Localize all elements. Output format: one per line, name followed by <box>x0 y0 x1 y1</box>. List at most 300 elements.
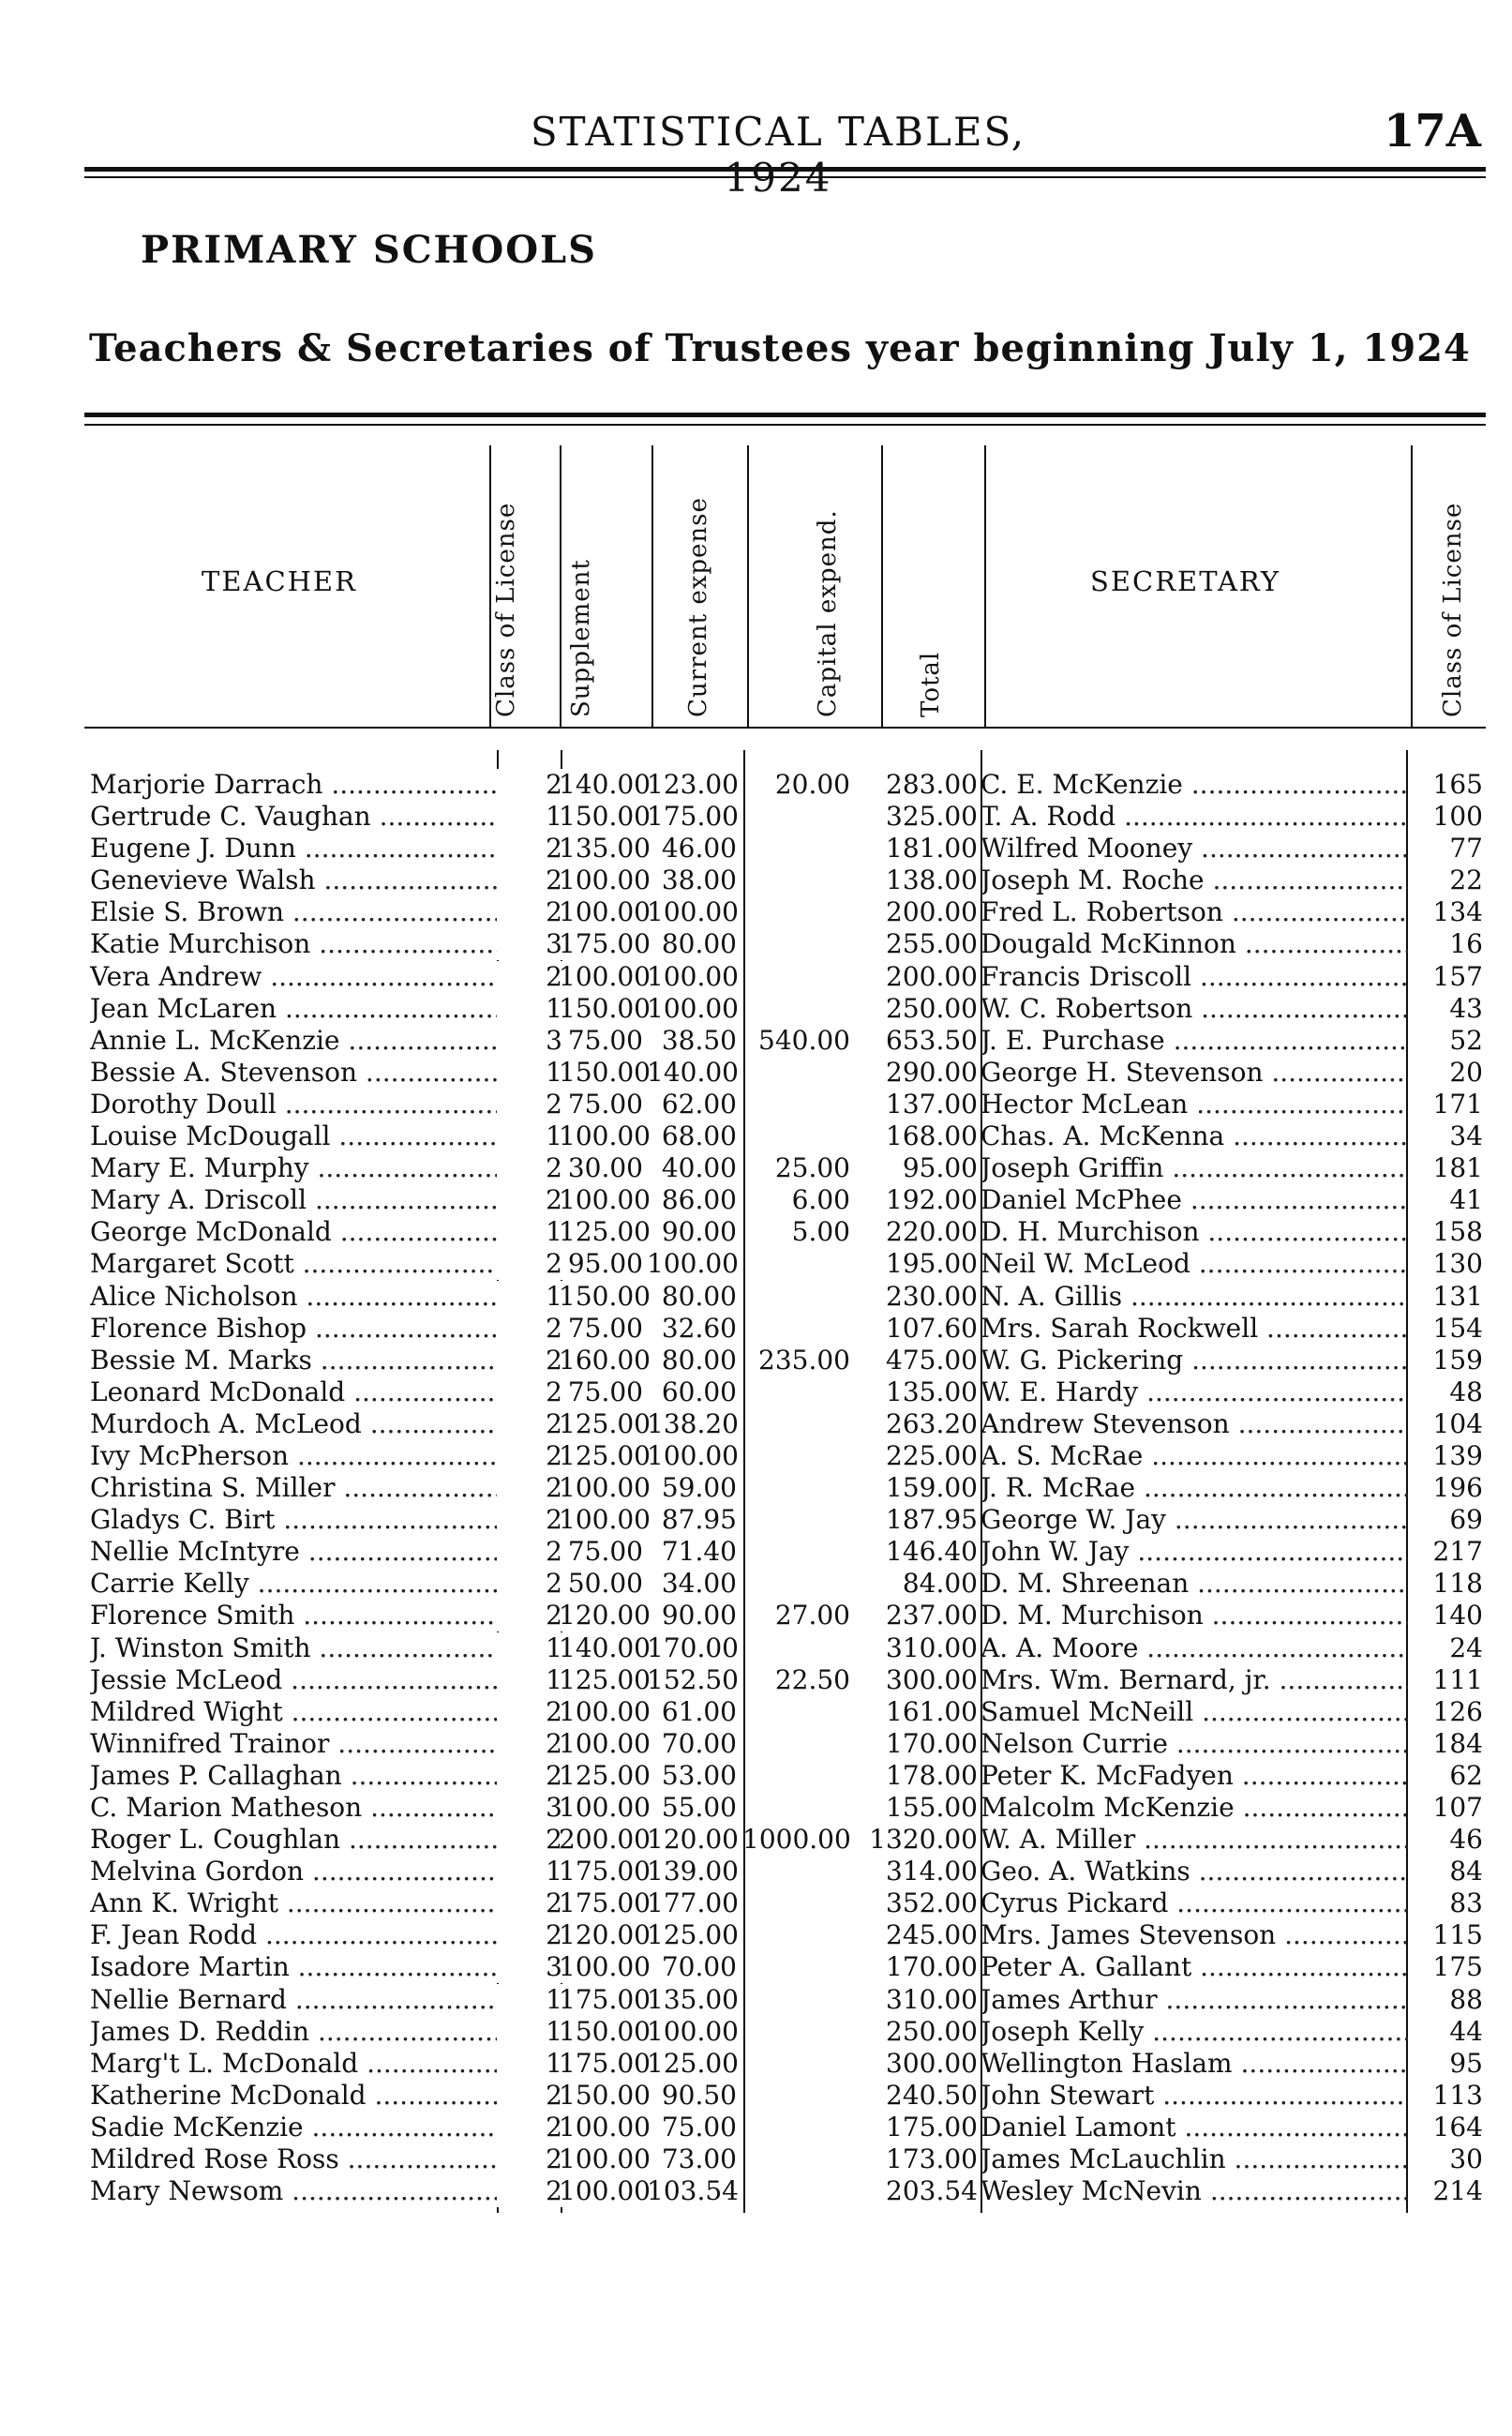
secretary-name: Wesley McNevin ..... <box>981 2175 1477 2207</box>
secretary-name: George W. Jay ..... <box>981 1504 1477 1536</box>
table-body <box>84 769 1490 2207</box>
column-header-capital-expend: Capital expend. <box>814 509 842 717</box>
secretary-class-of-license: 181 <box>1408 1152 1483 1184</box>
current-expense-value: 70.00 <box>661 1727 737 1759</box>
supplement-value: 120.00 <box>559 1919 651 1951</box>
secretary-class-of-license: 69 <box>1408 1504 1483 1536</box>
current-expense-value: 125.00 <box>647 2047 739 2079</box>
current-expense-value: 71.40 <box>661 1536 737 1568</box>
table-row <box>84 1313 1490 1345</box>
total-value: 325.00 <box>886 801 978 833</box>
current-expense-value: 120.00 <box>647 1824 739 1856</box>
current-expense-value: 135.00 <box>647 1983 739 2015</box>
table-row <box>84 2080 1490 2112</box>
current-expense-value: 55.00 <box>661 1792 737 1823</box>
secretary-class-of-license: 41 <box>1408 1184 1483 1216</box>
teacher-class-of-license: 2 <box>497 1472 562 1504</box>
teacher-name: Bessie M. Marks ..... <box>90 1345 531 1376</box>
current-expense-value: 53.00 <box>661 1759 737 1791</box>
current-expense-value: 73.00 <box>661 2143 737 2175</box>
total-value: 250.00 <box>886 992 978 1024</box>
column-rule <box>651 445 653 729</box>
current-expense-value: 177.00 <box>647 1887 739 1919</box>
total-value: 135.00 <box>886 1376 978 1407</box>
table-row <box>84 1216 1490 1248</box>
current-expense-value: 100.00 <box>647 896 739 928</box>
teacher-class-of-license: 1 <box>497 1281 562 1313</box>
table-row <box>84 1120 1490 1152</box>
secretary-class-of-license: 158 <box>1408 1216 1483 1248</box>
total-value: 290.00 <box>886 1056 978 1088</box>
supplement-value: 125.00 <box>559 1439 651 1471</box>
teacher-class-of-license: 2 <box>497 1696 562 1728</box>
teacher-name: Margaret Scott ..... <box>90 1248 531 1280</box>
total-value: 170.00 <box>886 1951 978 1983</box>
capital-expend-value: 27.00 <box>774 1600 850 1632</box>
total-value: 175.00 <box>886 2111 978 2143</box>
teacher-name: Mildred Rose Ross ..... <box>90 2143 531 2175</box>
teacher-class-of-license: 2 <box>497 865 562 896</box>
secretary-name: N. A. Gillis ..... <box>981 1281 1477 1313</box>
secretary-class-of-license: 171 <box>1408 1089 1483 1120</box>
current-expense-value: 175.00 <box>647 801 739 833</box>
column-header-teacher: TEACHER <box>202 565 357 597</box>
current-expense-value: 38.00 <box>661 865 737 896</box>
table-row <box>84 1408 1490 1440</box>
current-expense-value: 80.00 <box>661 1280 737 1312</box>
table-row <box>84 1792 1490 1824</box>
secretary-name: Joseph M. Roche ..... <box>981 865 1477 896</box>
secretary-name: Joseph Griffin ..... <box>981 1152 1477 1184</box>
column-header-supplement: Supplement <box>567 559 595 717</box>
secretary-class-of-license: 113 <box>1408 2080 1483 2112</box>
secretary-name: T. A. Rodd ..... <box>981 801 1477 833</box>
secretary-class-of-license: 159 <box>1408 1345 1483 1376</box>
current-expense-value: 59.00 <box>661 1472 737 1504</box>
secretary-class-of-license: 88 <box>1408 1984 1483 2016</box>
secretary-name: Neil W. McLeod ..... <box>981 1248 1477 1280</box>
current-expense-value: 38.50 <box>661 1024 737 1056</box>
supplement-value: 30.00 <box>567 1152 643 1184</box>
table-row <box>84 2143 1490 2175</box>
teacher-class-of-license: 1 <box>497 1120 562 1152</box>
total-value: 181.00 <box>886 833 978 865</box>
secretary-name: Fred L. Robertson ..... <box>981 896 1477 928</box>
current-expense-value: 100.00 <box>647 1439 739 1471</box>
secretary-class-of-license: 83 <box>1408 1887 1483 1919</box>
teacher-class-of-license: 2 <box>497 1313 562 1345</box>
page-number: 17A <box>1383 105 1481 158</box>
teacher-name: C. Marion Matheson ..... <box>90 1792 531 1824</box>
capital-expend-value: 235.00 <box>758 1344 850 1376</box>
supplement-value: 100.00 <box>559 2175 651 2207</box>
secretary-name: Joseph Kelly ..... <box>981 2016 1477 2048</box>
secretary-class-of-license: 48 <box>1408 1376 1483 1408</box>
secretary-name: James Arthur ..... <box>981 1984 1477 2016</box>
table-row <box>84 865 1490 896</box>
supplement-value: 100.00 <box>559 896 651 928</box>
supplement-value: 100.00 <box>559 1184 651 1216</box>
table-row <box>84 1824 1490 1856</box>
secretary-class-of-license: 20 <box>1408 1057 1483 1089</box>
header-bottom-rule <box>84 727 1486 729</box>
column-rule <box>881 445 883 729</box>
current-expense-value: 80.00 <box>661 928 737 960</box>
total-value: 138.00 <box>886 865 978 896</box>
teacher-name: Vera Andrew ..... <box>90 961 531 993</box>
total-value: 170.00 <box>886 1727 978 1759</box>
teacher-name: Nellie McIntyre ..... <box>90 1536 531 1568</box>
table-row <box>84 1376 1490 1408</box>
secretary-name: Hector McLean ..... <box>981 1089 1477 1120</box>
column-header-current-expense: Current expense <box>684 497 712 717</box>
secretary-class-of-license: 196 <box>1408 1472 1483 1504</box>
column-rule <box>984 445 986 729</box>
teacher-name: Alice Nicholson ..... <box>90 1281 531 1313</box>
teacher-class-of-license: 2 <box>497 1760 562 1792</box>
secretary-class-of-license: 140 <box>1408 1600 1483 1632</box>
secretary-name: John W. Jay ..... <box>981 1536 1477 1568</box>
teacher-name: F. Jean Rodd ..... <box>90 1919 531 1951</box>
table-row <box>84 1984 1490 2016</box>
total-value: 173.00 <box>886 2143 978 2175</box>
teacher-class-of-license: 2 <box>497 833 562 865</box>
current-expense-value: 100.00 <box>647 1248 739 1280</box>
supplement-value: 175.00 <box>559 1856 651 1887</box>
table-row <box>84 769 1490 801</box>
secretary-class-of-license: 43 <box>1408 993 1483 1025</box>
secretary-class-of-license: 30 <box>1408 2143 1483 2175</box>
capital-expend-value: 540.00 <box>758 1024 850 1056</box>
secretary-class-of-license: 165 <box>1408 769 1483 801</box>
supplement-value: 50.00 <box>567 1568 643 1600</box>
secretary-class-of-license: 214 <box>1408 2175 1483 2207</box>
total-value: 220.00 <box>886 1216 978 1248</box>
teacher-class-of-license: 2 <box>497 2112 562 2143</box>
supplement-value: 140.00 <box>559 1632 651 1663</box>
secretary-name: A. A. Moore ..... <box>981 1632 1477 1664</box>
secretary-class-of-license: 107 <box>1408 1792 1483 1824</box>
capital-expend-value: 6.00 <box>791 1184 850 1216</box>
supplement-value: 175.00 <box>559 1983 651 2015</box>
teacher-name: Florence Bishop ..... <box>90 1313 531 1345</box>
teacher-class-of-license: 2 <box>497 1504 562 1536</box>
total-value: 283.00 <box>886 769 978 800</box>
secretary-class-of-license: 24 <box>1408 1632 1483 1664</box>
secretary-name: Peter K. McFadyen ..... <box>981 1760 1477 1792</box>
teacher-class-of-license: 2 <box>497 1345 562 1376</box>
teacher-class-of-license: 2 <box>497 2080 562 2112</box>
secretary-name: Nelson Currie ..... <box>981 1728 1477 1760</box>
secretary-name: James McLauchlin ..... <box>981 2143 1477 2175</box>
teacher-name: Carrie Kelly ..... <box>90 1568 531 1600</box>
column-header-total: Total <box>917 651 945 717</box>
secretary-name: John Stewart ..... <box>981 2080 1477 2112</box>
supplement-value: 200.00 <box>559 1824 651 1856</box>
secretary-class-of-license: 100 <box>1408 801 1483 833</box>
secretary-class-of-license: 104 <box>1408 1408 1483 1440</box>
current-expense-value: 100.00 <box>647 2015 739 2047</box>
table-row <box>84 2048 1490 2080</box>
total-value: 195.00 <box>886 1248 978 1280</box>
capital-expend-value: 25.00 <box>774 1152 850 1184</box>
column-header-class-of-license: Class of License <box>492 502 520 717</box>
teacher-name: Florence Smith ..... <box>90 1600 531 1632</box>
teacher-name: Jean McLaren ..... <box>90 993 531 1025</box>
secretary-class-of-license: 84 <box>1408 1856 1483 1887</box>
total-value: 310.00 <box>886 1983 978 2015</box>
teacher-name: Melvina Gordon ..... <box>90 1856 531 1887</box>
teacher-name: J. Winston Smith ..... <box>90 1632 531 1664</box>
total-value: 1320.00 <box>869 1824 978 1856</box>
total-value: 230.00 <box>886 1280 978 1312</box>
teacher-name: Ivy McPherson ..... <box>90 1440 531 1472</box>
teacher-name: Leonard McDonald ..... <box>90 1376 531 1408</box>
total-value: 107.60 <box>886 1312 978 1344</box>
table-row <box>84 961 1490 993</box>
teacher-name: Mildred Wight ..... <box>90 1696 531 1728</box>
current-expense-value: 103.54 <box>647 2175 739 2207</box>
teacher-name: Mary E. Murphy ..... <box>90 1152 531 1184</box>
total-value: 653.50 <box>886 1024 978 1056</box>
total-value: 187.95 <box>886 1504 978 1536</box>
secretary-class-of-license: 44 <box>1408 2016 1483 2048</box>
total-value: 200.00 <box>886 896 978 928</box>
supplement-value: 100.00 <box>559 1695 651 1727</box>
current-expense-value: 60.00 <box>661 1376 737 1407</box>
secretary-name: Malcolm McKenzie ..... <box>981 1792 1477 1824</box>
secretary-class-of-license: 34 <box>1408 1120 1483 1152</box>
secretary-class-of-license: 118 <box>1408 1568 1483 1600</box>
total-value: 225.00 <box>886 1439 978 1471</box>
capital-expend-value: 22.50 <box>774 1663 850 1695</box>
secretary-name: W. A. Miller ..... <box>981 1824 1477 1856</box>
supplement-value: 75.00 <box>567 1376 643 1407</box>
teacher-class-of-license: 1 <box>497 2048 562 2080</box>
current-expense-value: 32.60 <box>661 1312 737 1344</box>
supplement-value: 100.00 <box>559 865 651 896</box>
secretary-name: W. G. Pickering ..... <box>981 1345 1477 1376</box>
teacher-name: Sadie McKenzie ..... <box>90 2112 531 2143</box>
table-row <box>84 1664 1490 1696</box>
secretary-class-of-license: 134 <box>1408 896 1483 928</box>
capital-expend-value: 1000.00 <box>742 1824 851 1856</box>
table-row <box>84 1281 1490 1313</box>
teacher-class-of-license: 2 <box>497 1248 562 1280</box>
table-row <box>84 801 1490 833</box>
current-expense-value: 90.00 <box>661 1600 737 1632</box>
table-row <box>84 1568 1490 1600</box>
supplement-value: 140.00 <box>559 769 651 800</box>
secretary-class-of-license: 115 <box>1408 1919 1483 1951</box>
secretary-class-of-license: 217 <box>1408 1536 1483 1568</box>
table-row <box>84 993 1490 1025</box>
supplement-value: 150.00 <box>559 2079 651 2111</box>
capital-expend-value: 20.00 <box>774 769 850 800</box>
secretary-name: Andrew Stevenson ..... <box>981 1408 1477 1440</box>
teacher-class-of-license: 2 <box>497 1152 562 1184</box>
teacher-class-of-license: 1 <box>497 801 562 833</box>
teacher-name: George McDonald ..... <box>90 1216 531 1248</box>
secretary-name: Francis Driscoll ..... <box>981 961 1477 993</box>
secretary-class-of-license: 77 <box>1408 833 1483 865</box>
column-rule <box>747 445 749 729</box>
supplement-value: 125.00 <box>559 1407 651 1439</box>
secretary-class-of-license: 157 <box>1408 961 1483 993</box>
secretary-name: George H. Stevenson ..... <box>981 1057 1477 1089</box>
table-top-rule-thin <box>84 424 1486 426</box>
teacher-class-of-license: 2 <box>497 1824 562 1856</box>
total-value: 300.00 <box>886 1663 978 1695</box>
secretary-name: Samuel McNeill ..... <box>981 1696 1477 1728</box>
secretary-name: Mrs. James Stevenson ..... <box>981 1919 1477 1951</box>
teacher-class-of-license: 2 <box>497 2143 562 2175</box>
current-expense-value: 170.00 <box>647 1632 739 1663</box>
total-value: 245.00 <box>886 1919 978 1951</box>
secretary-name: Cyrus Pickard ..... <box>981 1887 1477 1919</box>
secretary-class-of-license: 154 <box>1408 1313 1483 1345</box>
teacher-name: Ann K. Wright ..... <box>90 1887 531 1919</box>
current-expense-value: 86.00 <box>661 1184 737 1216</box>
teacher-name: Jessie McLeod ..... <box>90 1664 531 1696</box>
table-row <box>84 1632 1490 1664</box>
teacher-class-of-license: 1 <box>497 1856 562 1887</box>
supplement-value: 100.00 <box>559 960 651 992</box>
supplement-value: 175.00 <box>559 1887 651 1919</box>
table-row <box>84 1600 1490 1632</box>
total-value: 84.00 <box>902 1568 978 1600</box>
teacher-name: Annie L. McKenzie ..... <box>90 1025 531 1057</box>
secretary-name: D. H. Murchison ..... <box>981 1216 1477 1248</box>
table-row <box>84 1089 1490 1120</box>
teacher-name: Katherine McDonald ..... <box>90 2080 531 2112</box>
teacher-class-of-license: 2 <box>497 1728 562 1760</box>
supplement-value: 160.00 <box>559 1344 651 1376</box>
teacher-name: James P. Callaghan ..... <box>90 1760 531 1792</box>
table-row <box>84 1728 1490 1760</box>
secretary-class-of-license: 46 <box>1408 1824 1483 1856</box>
table-row <box>84 1504 1490 1536</box>
current-expense-value: 87.95 <box>661 1504 737 1536</box>
teacher-name: Marg't L. McDonald ..... <box>90 2048 531 2080</box>
total-value: 137.00 <box>886 1088 978 1120</box>
current-expense-value: 68.00 <box>661 1120 737 1152</box>
total-value: 250.00 <box>886 2015 978 2047</box>
supplement-value: 100.00 <box>559 1504 651 1536</box>
supplement-value: 100.00 <box>559 2143 651 2175</box>
teacher-name: Katie Murchison ..... <box>90 928 531 960</box>
secretary-name: W. E. Hardy ..... <box>981 1376 1477 1408</box>
current-expense-value: 140.00 <box>647 1056 739 1088</box>
secretary-name: Chas. A. McKenna ..... <box>981 1120 1477 1152</box>
table-row <box>84 1919 1490 1951</box>
total-value: 192.00 <box>886 1184 978 1216</box>
current-expense-value: 62.00 <box>661 1088 737 1120</box>
secretary-class-of-license: 139 <box>1408 1440 1483 1472</box>
secretary-name: Dougald McKinnon ..... <box>981 928 1477 960</box>
table-row <box>84 928 1490 960</box>
teacher-name: Marjorie Darrach ..... <box>90 769 531 801</box>
current-expense-value: 61.00 <box>661 1695 737 1727</box>
capital-expend-value: 5.00 <box>791 1216 850 1248</box>
supplement-value: 100.00 <box>559 1951 651 1983</box>
table-row <box>84 1536 1490 1568</box>
supplement-value: 150.00 <box>559 1056 651 1088</box>
table-row <box>84 1184 1490 1216</box>
secretary-class-of-license: 131 <box>1408 1281 1483 1313</box>
current-expense-value: 123.00 <box>647 769 739 800</box>
secretary-name: C. E. McKenzie ..... <box>981 769 1477 801</box>
secretary-class-of-license: 95 <box>1408 2048 1483 2080</box>
table-top-rule <box>84 413 1486 417</box>
column-header-secretary: SECRETARY <box>1090 565 1281 597</box>
teacher-class-of-license: 2 <box>497 1184 562 1216</box>
total-value: 203.54 <box>886 2175 978 2207</box>
supplement-value: 150.00 <box>559 1280 651 1312</box>
teacher-class-of-license: 2 <box>497 1376 562 1408</box>
teacher-class-of-license: 2 <box>497 1440 562 1472</box>
current-expense-value: 100.00 <box>647 960 739 992</box>
header-rule <box>84 167 1486 172</box>
total-value: 314.00 <box>886 1856 978 1887</box>
teacher-name: Isadore Martin ..... <box>90 1951 531 1983</box>
current-expense-value: 138.20 <box>647 1407 739 1439</box>
teacher-class-of-license: 2 <box>497 769 562 801</box>
teacher-class-of-license: 2 <box>497 1089 562 1120</box>
current-expense-value: 139.00 <box>647 1856 739 1887</box>
supplement-value: 75.00 <box>567 1088 643 1120</box>
table-row <box>84 1760 1490 1792</box>
section-title: PRIMARY SCHOOLS <box>141 228 598 272</box>
supplement-value: 100.00 <box>559 1727 651 1759</box>
secretary-name: D. M. Shreenan ..... <box>981 1568 1477 1600</box>
secretary-class-of-license: 184 <box>1408 1728 1483 1760</box>
secretary-name: A. S. McRae ..... <box>981 1440 1477 1472</box>
teacher-name: Bessie A. Stevenson ..... <box>90 1057 531 1089</box>
table-row <box>84 1345 1490 1376</box>
total-value: 475.00 <box>886 1344 978 1376</box>
secretary-name: Mrs. Sarah Rockwell ..... <box>981 1313 1477 1345</box>
total-value: 255.00 <box>886 928 978 960</box>
current-expense-value: 75.00 <box>661 2111 737 2143</box>
teacher-class-of-license: 2 <box>497 896 562 928</box>
supplement-value: 125.00 <box>559 1759 651 1791</box>
teacher-name: Dorothy Doull ..... <box>90 1089 531 1120</box>
total-value: 200.00 <box>886 960 978 992</box>
supplement-value: 100.00 <box>559 2111 651 2143</box>
supplement-value: 150.00 <box>559 992 651 1024</box>
total-value: 263.20 <box>886 1407 978 1439</box>
supplement-value: 125.00 <box>559 1216 651 1248</box>
total-value: 300.00 <box>886 2047 978 2079</box>
secretary-class-of-license: 52 <box>1408 1025 1483 1057</box>
teacher-name: Mary Newsom ..... <box>90 2175 531 2207</box>
page-header <box>75 105 1481 201</box>
teacher-name: Gertrude C. Vaughan ..... <box>90 801 531 833</box>
teacher-class-of-license: 3 <box>497 928 562 960</box>
teacher-class-of-license: 1 <box>497 1664 562 1696</box>
secretary-class-of-license: 22 <box>1408 865 1483 896</box>
column-header-secretary-class-of-license: Class of License <box>1439 502 1467 717</box>
table-row <box>84 1887 1490 1919</box>
supplement-value: 150.00 <box>559 801 651 833</box>
teacher-name: Mary A. Driscoll ..... <box>90 1184 531 1216</box>
teacher-class-of-license: 2 <box>497 1600 562 1632</box>
table-row <box>84 1440 1490 1472</box>
teacher-class-of-license: 2 <box>497 1919 562 1951</box>
teacher-name: Christina S. Miller ..... <box>90 1472 531 1504</box>
current-expense-value: 34.00 <box>661 1568 737 1600</box>
